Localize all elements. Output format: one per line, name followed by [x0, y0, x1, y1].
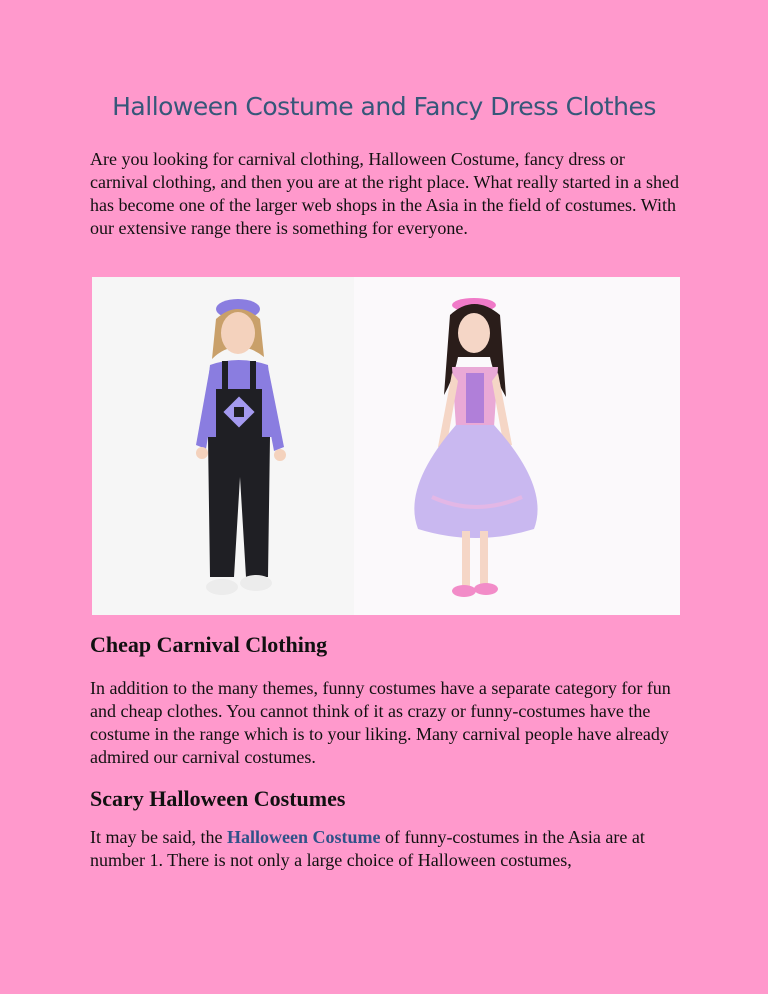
- costume-photo: [92, 277, 680, 615]
- halloween-costume-link[interactable]: Halloween Costume: [226, 827, 381, 847]
- intro-paragraph: Are you looking for carnival clothing, Halloween Costume, fancy dress or carnival clothing, and then you are at the right place. What really started in a shed has become one of the larger web shops in the Asia in the field of costumes. With our extensive range there is something for everyone.: [90, 149, 679, 238]
- scary-body-before: It may be said, the: [90, 827, 227, 847]
- overalls-costume-photo: [92, 277, 354, 615]
- section-body-cheap-carnival: In addition to the many themes, funny costumes have a separate category for fun and cheap clothes. You cannot think of it as crazy or funny-costumes have the costume in the range which is to your liking. Many carnival people have already admired our carnival costumes.: [90, 678, 671, 767]
- princess-dress-illustration: [354, 277, 680, 615]
- section-body-scary-halloween: [90, 826, 680, 872]
- scary-body-after: of funny-costumes in the Asia are at number 1. There is not only a large choice of Halloween costumes,: [90, 827, 645, 870]
- page-title: Halloween Costume and Fancy Dress Clothes: [112, 92, 656, 121]
- overalls-costume-illustration: [92, 277, 354, 615]
- princess-dress-photo: [354, 277, 680, 615]
- section-heading-cheap-carnival: Cheap Carnival Clothing: [90, 632, 328, 657]
- section-heading-scary-halloween: Scary Halloween Costumes: [90, 786, 346, 811]
